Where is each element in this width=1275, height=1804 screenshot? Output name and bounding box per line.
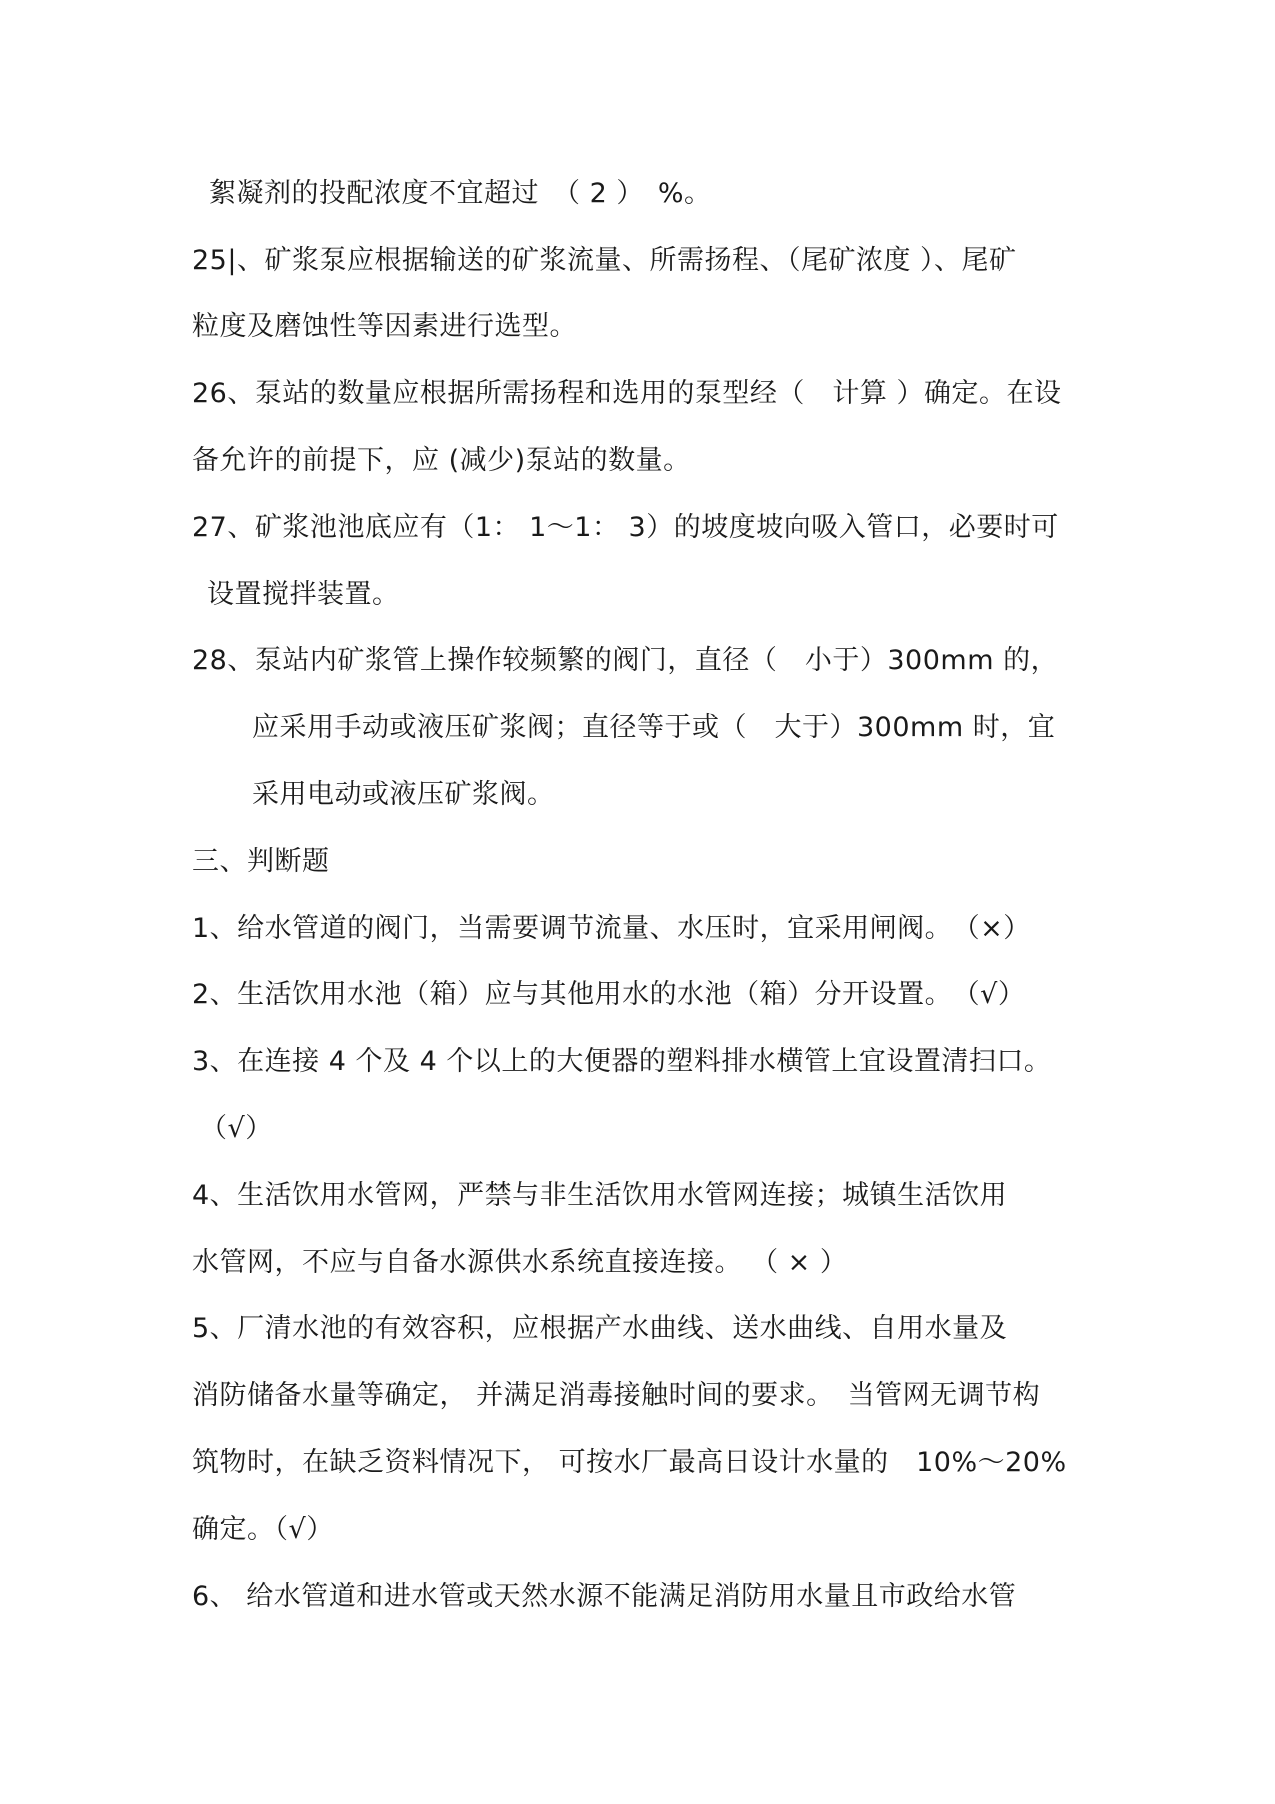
text-line-q25-cont: 粒度及磨蚀性等因素进行选型。 bbox=[192, 311, 577, 342]
text-line-q28-cont1: 应采用手动或液压矿浆阀；直径等于或（ 大于）300mm 时，宜 bbox=[252, 712, 1056, 743]
text-line-tf5-answer: 确定。（√） bbox=[192, 1514, 334, 1545]
text-line-flocculant: 絮凝剂的投配浓度不宜超过 （ 2 ） %。 bbox=[209, 178, 712, 209]
text-line-tf5: 5、厂清水池的有效容积，应根据产水曲线、送水曲线、自用水量及 bbox=[192, 1313, 1008, 1344]
text-line-q28: 28、泵站内矿浆管上操作较频繁的阀门，直径（ 小于）300mm 的， bbox=[192, 645, 1059, 676]
text-line-tf6: 6、 给水管道和进水管或天然水源不能满足消防用水量且市政给水管 bbox=[192, 1581, 1017, 1612]
text-line-tf5-cont2: 筑物时，在缺乏资料情况下， 可按水厂最高日设计水量的 10%～20% bbox=[192, 1447, 1067, 1478]
text-line-tf3-answer: （√） bbox=[200, 1113, 273, 1144]
text-line-tf4: 4、生活饮用水管网，严禁与非生活饮用水管网连接；城镇生活饮用 bbox=[192, 1180, 1008, 1211]
text-line-tf5-cont1: 消防储备水量等确定， 并满足消毒接触时间的要求。 当管网无调节构 bbox=[192, 1380, 1041, 1411]
text-line-tf2: 2、生活饮用水池（箱）应与其他用水的水池（箱）分开设置。 （√） bbox=[192, 979, 1026, 1010]
text-line-tf1: 1、给水管道的阀门，当需要调节流量、水压时，宜采用闸阀。 （×） bbox=[192, 913, 1031, 944]
text-line-q25: 25|、矿浆泵应根据输送的矿浆流量、所需扬程、（尾矿浓度 ）、尾矿 bbox=[192, 245, 1017, 276]
text-line-q27: 27、矿浆池池底应有（1： 1～1： 3）的坡度坡向吸入管口，必要时可 bbox=[192, 512, 1059, 543]
text-line-q26-cont: 备允许的前提下，应 (减少)泵站的数量。 bbox=[192, 445, 691, 476]
text-line-tf3: 3、在连接 4 个及 4 个以上的大便器的塑料排水横管上宜设置清扫口。 bbox=[192, 1046, 1052, 1077]
text-line-q27-cont: 设置搅拌装置。 bbox=[207, 579, 400, 610]
text-line-tf4-cont: 水管网，不应与自备水源供水系统直接连接。 （ × ） bbox=[192, 1247, 848, 1278]
section-heading-true-false: 三、判断题 bbox=[192, 846, 330, 877]
text-line-q28-cont2: 采用电动或液压矿浆阀。 bbox=[252, 779, 555, 810]
text-line-q26: 26、泵站的数量应根据所需扬程和选用的泵型经（ 计算 ）确定。在设 bbox=[192, 378, 1062, 409]
